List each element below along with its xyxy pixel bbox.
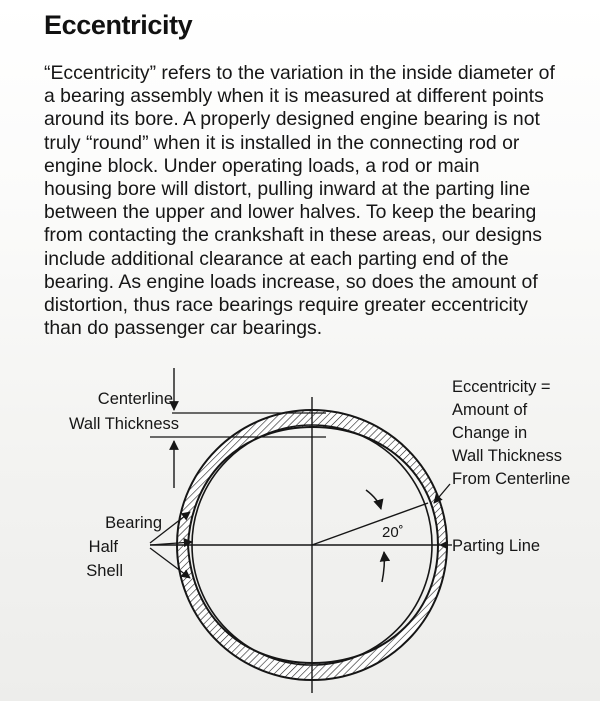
paragraph-line: bearing. As engine loads increase, so does the amount of [44,270,538,293]
paragraph-line: distortion, thus race bearings require greater eccentricity [44,294,528,317]
label-change-in: Change in [452,424,528,442]
label-eccentricity-equals: Eccentricity = [452,378,551,396]
paragraph-line: from contacting the crankshaft in these areas, our designs [44,224,542,247]
label-from-centerline: From Centerline [452,470,571,488]
paragraph-line: than do passenger car bearings. [44,317,323,340]
label-half: Half [88,538,118,556]
paragraph-line: between the upper and lower halves. To keep the bearing [44,201,537,224]
paragraph-line: engine block. Under operating loads, a rod or main [44,154,480,177]
label-wall-thickness-change: Wall Thickness [452,447,563,465]
label-amount-of: Amount of [452,401,528,419]
angle-radius-line [312,503,428,545]
paragraph-line: include additional clearance at each parting end of the [44,247,509,270]
paragraph-line: truly “round” when it is installed in the connecting rod or [44,131,520,154]
label-shell: Shell [86,562,123,580]
section-heading: Eccentricity [44,10,193,40]
paragraph-line: around its bore. A properly designed engine bearing is not [44,108,540,131]
label-parting-line: Parting Line [452,537,541,555]
label-centerline: Centerline [97,390,173,408]
label-bearing: Bearing [105,514,162,532]
paragraph-line: housing bore will distort, pulling inward at the parting line [44,178,531,201]
label-wall-thickness: Wall Thickness [68,415,179,433]
angle-arrow-lower [382,552,384,582]
label-angle-20: 20˚ [382,524,404,541]
paragraph-line: a bearing assembly when it is measured at different points [44,85,544,108]
paragraph-line: “Eccentricity” refers to the variation in the inside diameter of [44,62,555,84]
angle-arrow-upper [366,490,381,509]
